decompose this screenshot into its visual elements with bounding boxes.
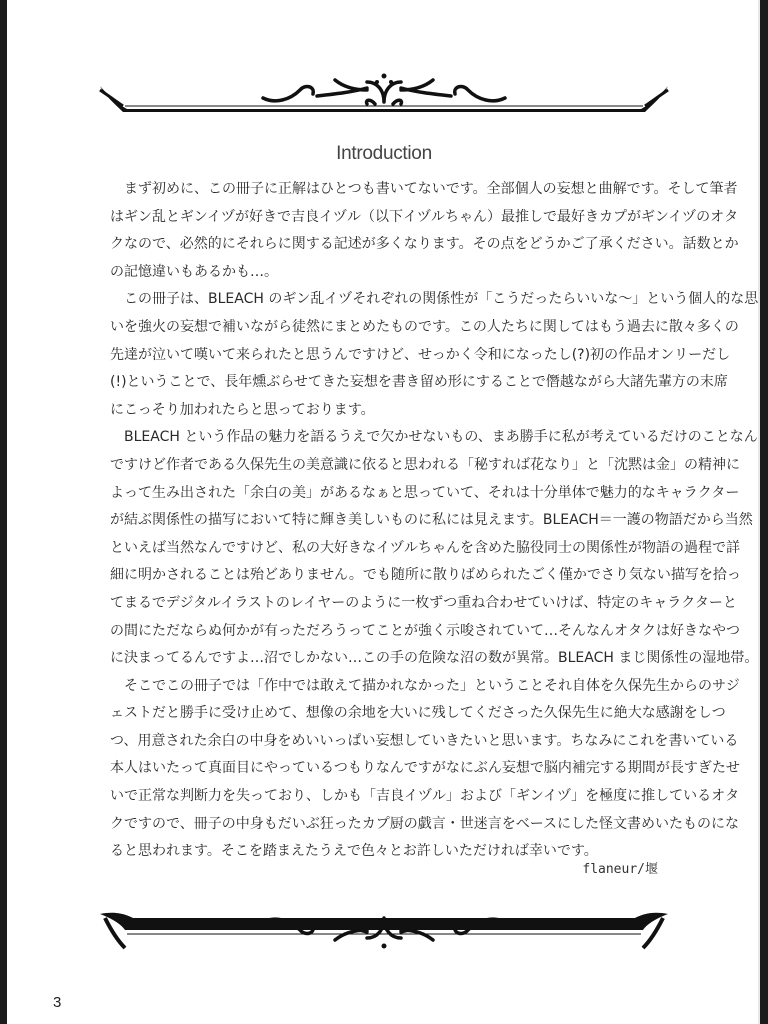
body-text	[110, 176, 759, 866]
ornament-bottom-divider	[95, 908, 673, 953]
text-line: ですけど作者である久保先生の美意識に依ると思われる「秘すれば花なり」と「沈黙は金」の精神に	[110, 456, 740, 473]
author-signature: flaneur/堰	[582, 862, 658, 877]
text-line: はギン乱とギンイヅが好きで吉良イヅル（以下イヅルちゃん）最推しで最好きカプがギンイヅのオタ	[110, 208, 739, 225]
text-line: ェストだと勝手に受け止めて、想像の余地を大いに残してくださった久保先生に絶大な感謝をしつ	[110, 705, 726, 722]
text-line: (!)ということで、長年燻ぶらせてきた妄想を書き留め形にすることで僭越ながら大諸先輩方の末席	[110, 374, 728, 391]
text-line: の記憶違いもあるかも…。	[110, 263, 278, 280]
text-line: クなので、必然的にそれらに関する記述が多くなります。その点をどうかご了承ください。話数とか	[110, 236, 739, 253]
text-line: が結ぶ関係性の描写において特に輝き美しいものに私には見えます。BLEACH＝一護の物語だから当然	[110, 512, 753, 529]
text-line: ると思われます。そこを踏まえたうえで色々とお許しいただければ幸いです。	[110, 843, 598, 860]
text-line: よって生み出された「余白の美」があるなぁと思っていて、それは十分単体で魅力的なキャラクター	[110, 484, 740, 501]
text-line: の間にただならぬ何かが有っただろうってことが強く示唆されていて…そんなんオタクは好きなやつ	[110, 622, 740, 639]
text-line: まず初めに、この冊子に正解はひとつも書いてないです。全部個人の妄想と曲解です。そして筆者	[110, 181, 738, 197]
text-line: この冊子は、BLEACH のギン乱イヅそれぞれの関係性が「こうだったらいいな～」という個人的な思	[110, 291, 759, 308]
page-number: 3	[53, 994, 62, 1011]
text-line: 細に明かされることは殆どありません。でも随所に散りばめられたごく僅かでさり気ない描写を拾っ	[110, 567, 741, 584]
text-line: といえば当然なんですけど、私の大好きなイヅルちゃんを含めた脇役同士の関係性が物語の過程で詳	[110, 539, 740, 556]
text-line: に決まってるんですよ…沼でしかない…この手の危険な沼の数が異常。BLEACH まじ関係性の湿地帯。	[110, 650, 759, 667]
text-line: クですので、冊子の中身もだいぶ狂ったカプ厨の戯言・世迷言をベースにした怪文書めいたものにな	[110, 815, 740, 832]
text-line: てまるでデジタルイラストのレイヤーのように一枚ずつ重ね合わせていけば、特定のキャラクターと	[110, 594, 737, 611]
text-line: つ、用意された余白の中身をめいいっぱい妄想していきたいと思います。ちなみにこれを書いている	[110, 732, 739, 749]
text-line: いで正常な判断力を失っており、しかも「吉良イヅル」および「ギンイヅ」を極度に推しているオタ	[110, 788, 740, 805]
text-line: 先達が泣いて嘆いて来られたと思うんですけど、せっかく令和になったし(?)初の作品オンリーだし	[110, 346, 731, 363]
ornament-top-divider	[95, 68, 673, 113]
text-line: そこでこの冊子では「作中では敢えて描かれなかった」ということそれ自体を久保先生からのサジ	[110, 677, 740, 694]
text-line: 本人はいたって真面目にやっているつもりなんですがなにぶん妄想で脳内補完する期間が長すぎたせ	[110, 760, 740, 777]
text-line: BLEACH という作品の魅力を語るうえで欠かせないもの、まあ勝手に私が考えているだけのことなん	[110, 429, 758, 446]
text-line: いを強火の妄想で補いながら徒然にまとめたものです。この人たちに関してはもう過去に散々多くの	[110, 318, 739, 335]
text-line: にこっそり加われたらと思っております。	[110, 401, 375, 418]
page-title: Introduction	[336, 143, 432, 164]
